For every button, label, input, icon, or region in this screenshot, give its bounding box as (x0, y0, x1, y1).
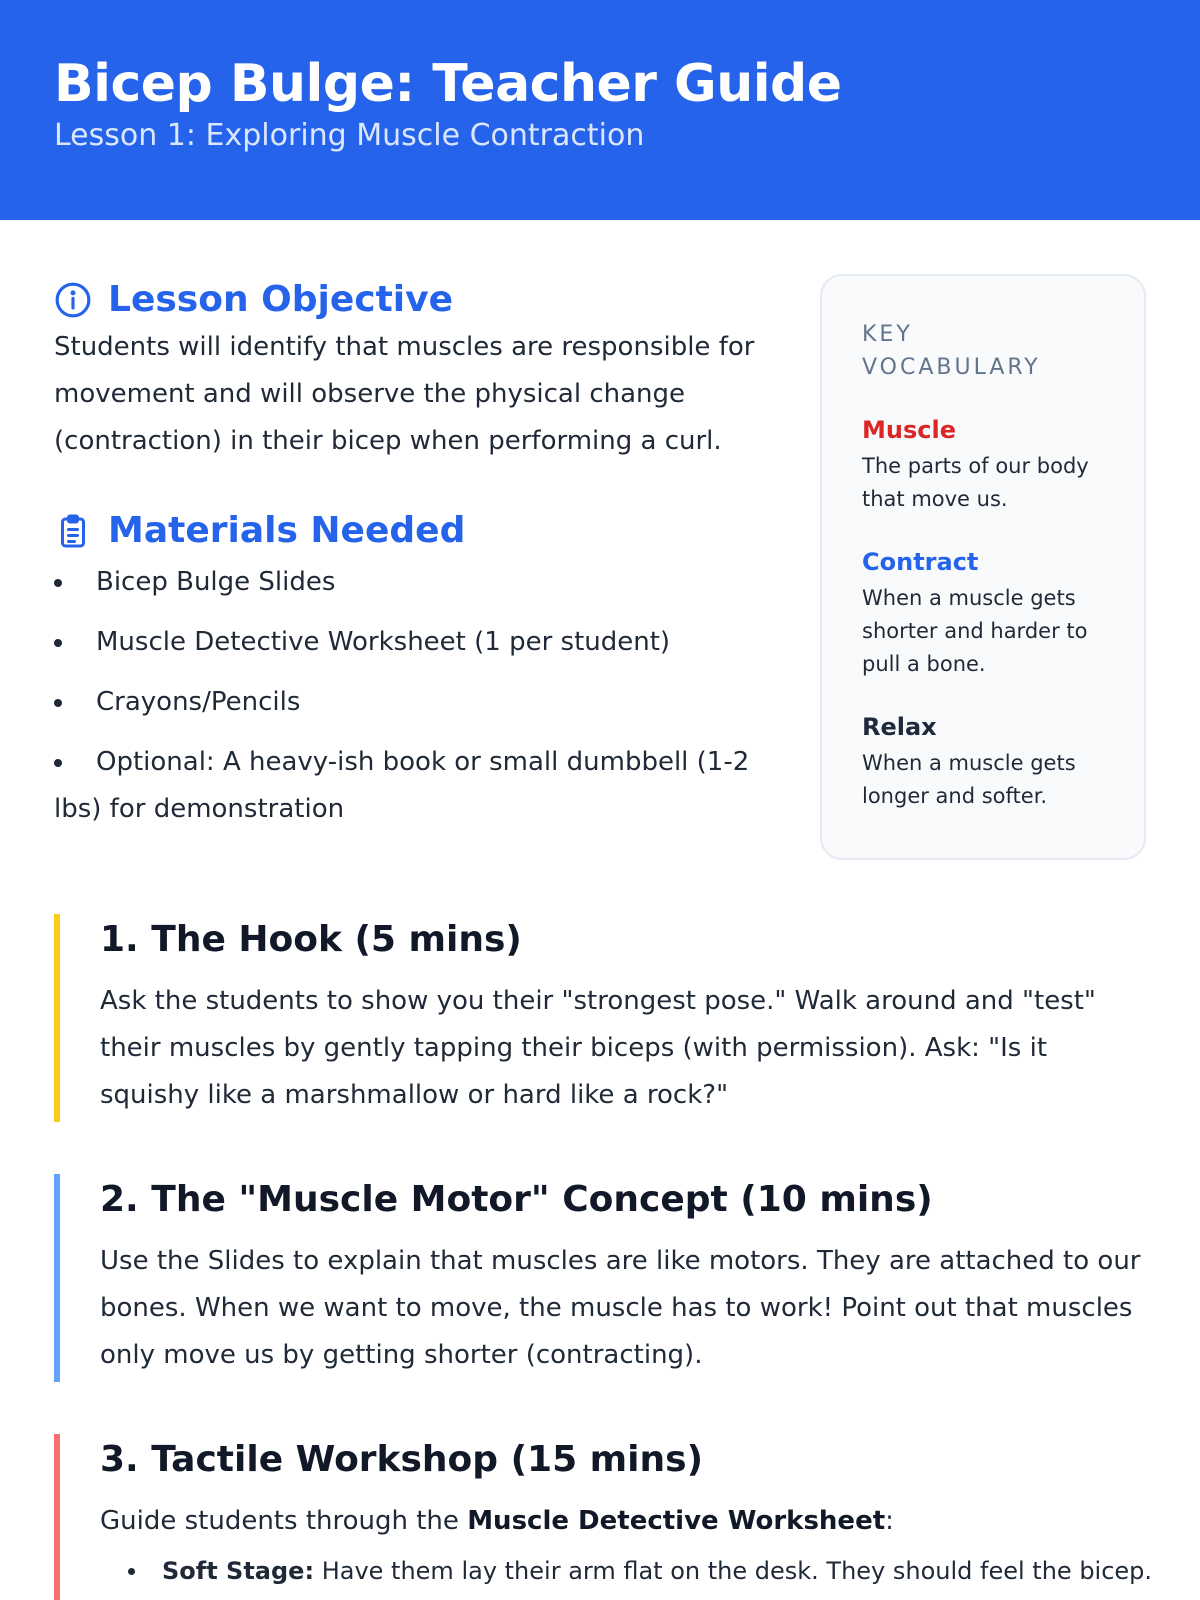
step-tactile-workshop (54, 1434, 1154, 1600)
overview-column (54, 278, 774, 846)
objective-text: Students will identify that muscles are responsible for movement and will observe the physical change (contraction) in their bicep when performing a curl. (54, 332, 755, 456)
bullet-icon (128, 1568, 135, 1575)
step-heading: 3. Tactile Workshop (15 mins) (100, 1439, 704, 1480)
vocab-item-contract (862, 546, 1104, 681)
worksheet-name: Muscle Detective Worksheet (467, 1506, 886, 1536)
vocab-item-muscle (862, 414, 1104, 516)
list-item: Crayons/Pencils (54, 679, 774, 726)
list-item: Muscle Detective Worksheet (1 per student) (54, 619, 774, 666)
materials-heading: Materials Needed (108, 510, 466, 551)
bullet-icon (54, 579, 62, 587)
vocab-definition: The parts of our body that move us. (862, 454, 1089, 511)
objective-heading: Lesson Objective (108, 279, 454, 320)
materials-list (54, 559, 774, 833)
bullet-icon (54, 759, 62, 767)
page-subtitle: Lesson 1: Exploring Muscle Contraction (54, 118, 645, 153)
list-item: Optional: A heavy-ish book or small dumbbell (1-2 lbs) for demonstration (54, 747, 750, 824)
objective-section (54, 278, 774, 465)
key-vocabulary-card (820, 274, 1146, 860)
step-text: Use the Slides to explain that muscles are like motors. They are attached to our bones. When we want to move, the muscle has to work! Point out that muscles only move us by getting shorter (contracting). (100, 1246, 1141, 1370)
bullet-icon (54, 639, 62, 647)
step-heading: 1. The Hook (5 mins) (100, 919, 522, 960)
vocab-term: Muscle (862, 416, 956, 444)
step-muscle-motor (54, 1174, 1154, 1382)
step-accent-bar (54, 914, 60, 1122)
bullet-icon (54, 699, 62, 707)
info-circle-icon (54, 281, 92, 319)
vocab-term: Contract (862, 548, 979, 576)
step-text: Ask the students to show you their "strongest pose." Walk around and "test" their muscles by gently tapping their biceps (with permission). Ask: "Is it squishy like a marshmallow or hard like a rock?" (100, 986, 1096, 1110)
vocab-item-relax (862, 711, 1104, 813)
page-title: Bicep Bulge: Teacher Guide (54, 54, 842, 114)
list-item: Soft Stage: Have them lay their arm flat on the desk. They should feel the bicep. (126, 1551, 1154, 1591)
clipboard-list-icon (54, 512, 92, 550)
workshop-steps-list (100, 1551, 1154, 1591)
step-heading: 2. The "Muscle Motor" Concept (10 mins) (100, 1179, 933, 1220)
materials-section (54, 509, 774, 833)
vocabulary-title: KEY VOCABULARY (862, 322, 1041, 380)
step-hook (54, 914, 1154, 1122)
step-text: Guide students through the Muscle Detective Worksheet: (100, 1506, 894, 1536)
list-item: Bicep Bulge Slides (54, 559, 774, 606)
step-accent-bar (54, 1434, 60, 1600)
vocab-definition: When a muscle gets shorter and harder to pull a bone. (862, 586, 1088, 676)
step-accent-bar (54, 1174, 60, 1382)
page-header (0, 0, 1200, 220)
vocab-term: Relax (862, 713, 937, 741)
vocab-definition: When a muscle gets longer and softer. (862, 751, 1076, 808)
